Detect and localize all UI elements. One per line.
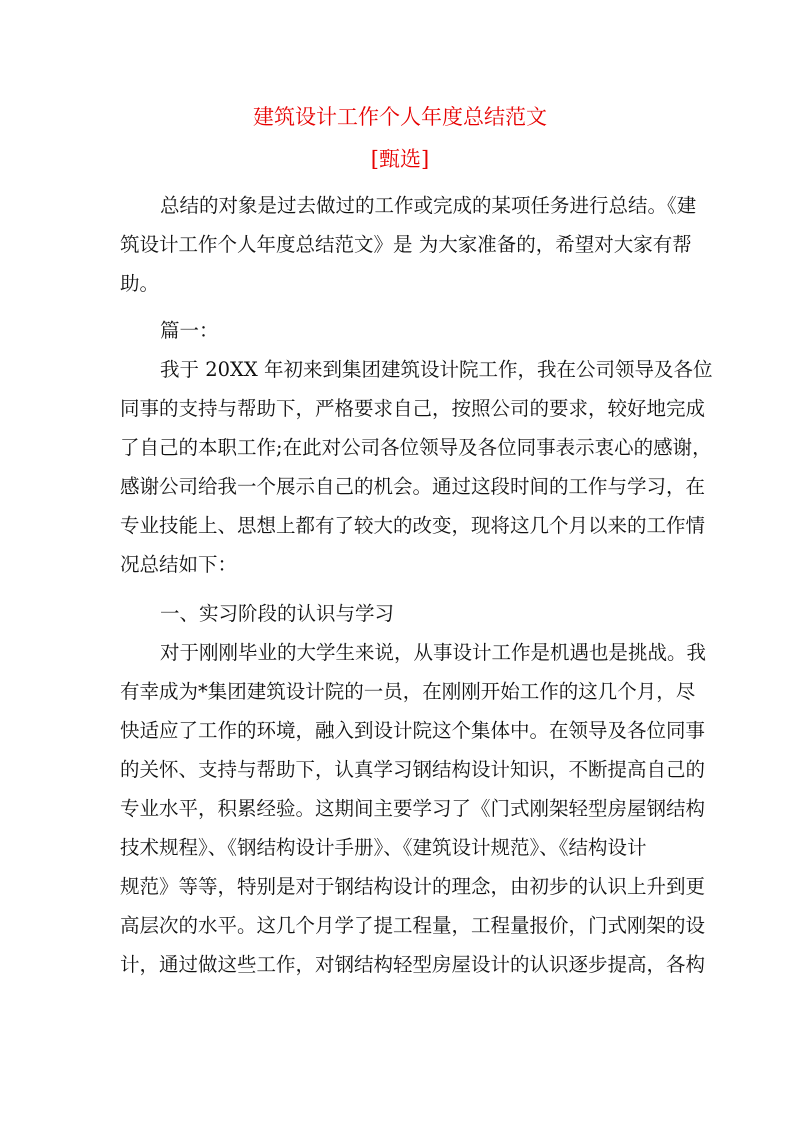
paragraph-line: 我于 20XX 年初来到集团建筑设计院工作，我在公司领导及各位 — [160, 358, 713, 381]
paragraph-line: 对于刚刚毕业的大学生来说，从事设计工作是机遇也是挑战。我 — [160, 641, 707, 664]
paragraph-line: 助。 — [120, 272, 160, 295]
paragraph-line: 有幸成为*集团建筑设计院的一员，在刚刚开始工作的这几个月，尽 — [120, 680, 696, 703]
paragraph-line: 快适应了工作的环境，融入到设计院这个集体中。在领导及各位同事 — [120, 719, 706, 742]
section-heading: 篇一： — [160, 319, 219, 342]
paragraph-line: 同事的支持与帮助下，严格要求自己，按照公司的要求，较好地完成 — [120, 397, 706, 420]
section-heading: 一、实习阶段的认识与学习 — [160, 602, 395, 625]
paragraph-line: 计，通过做这些工作，对钢结构轻型房屋设计的认识逐步提高，各构 — [120, 953, 706, 976]
paragraph-line: 技术规程》、《钢结构设计手册》、《建筑设计规范》、《结构设计 — [120, 836, 647, 859]
paragraph-line: 的关怀、支持与帮助下，认真学习钢结构设计知识，不断提高自己的 — [120, 758, 706, 781]
paragraph-line: 感谢公司给我一个展示自己的机会。通过这段时间的工作与学习，在 — [120, 475, 706, 498]
paragraph-line: 规范》等等，特别是对于钢结构设计的理念，由初步的认识上升到更 — [120, 875, 706, 898]
paragraph-line: 了自己的本职工作;在此对公司各位领导及各位同事表示衷心的感谢， — [120, 436, 712, 459]
paragraph-line: 高层次的水平。这几个月学了提工程量，工程量报价，门式刚架的设 — [120, 914, 706, 937]
paragraph-line: 筑设计工作个人年度总结范文》是 为大家准备的，希望对大家有帮 — [120, 233, 692, 256]
paragraph-line: 总结的对象是过去做过的工作或完成的某项任务进行总结。《建 — [160, 194, 697, 217]
paragraph-line: 专业水平，积累经验。这期间主要学习了《门式刚架轻型房屋钢结构 — [120, 797, 706, 820]
document-title: 建筑设计工作个人年度总结范文 — [253, 105, 547, 129]
paragraph-line: 专业技能上、思想上都有了较大的改变，现将这几个月以来的工作情 — [120, 514, 706, 537]
document-subtitle: [甄选] — [370, 147, 430, 171]
paragraph-line: 况总结如下： — [120, 553, 238, 576]
